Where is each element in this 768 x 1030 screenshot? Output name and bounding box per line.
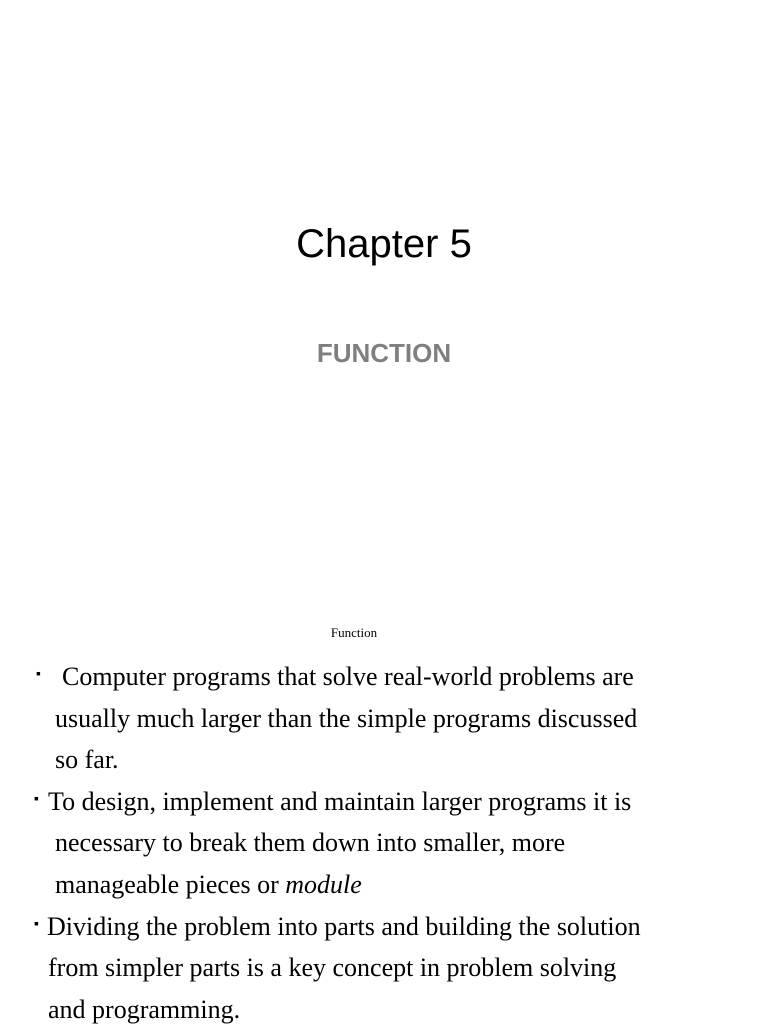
- bullet-line: usually much larger than the simple programs discussed: [55, 703, 638, 733]
- bullet-list: [0, 656, 768, 1030]
- bullet-icon: ▪: [34, 916, 39, 932]
- bullet-icon: ▪: [36, 667, 41, 682]
- bullet-line: so far.: [55, 745, 119, 775]
- bullet-item: [0, 781, 768, 906]
- bullet-line: manageable pieces or: [55, 869, 286, 899]
- bullet-line: Computer programs that solve real-world problems are: [62, 662, 634, 691]
- bullet-icon: ▪: [34, 791, 39, 807]
- emphasis-text: module: [285, 869, 362, 899]
- bullet-line: necessary to break them down into smaller, more: [55, 828, 566, 858]
- bullet-line: and programming.: [48, 994, 241, 1024]
- slide-title: Chapter 5: [296, 222, 472, 266]
- slide-subtitle: FUNCTION: [316, 338, 452, 368]
- bullet-item: [0, 656, 768, 781]
- bullet-line: Dividing the problem into parts and building the solution: [47, 911, 641, 941]
- bullet-line: To design, implement and maintain larger programs it is: [48, 786, 632, 816]
- slide-header: Function: [330, 625, 378, 640]
- bullet-line: from simpler parts is a key concept in problem solving: [48, 953, 617, 983]
- bullet-item: [0, 906, 768, 1030]
